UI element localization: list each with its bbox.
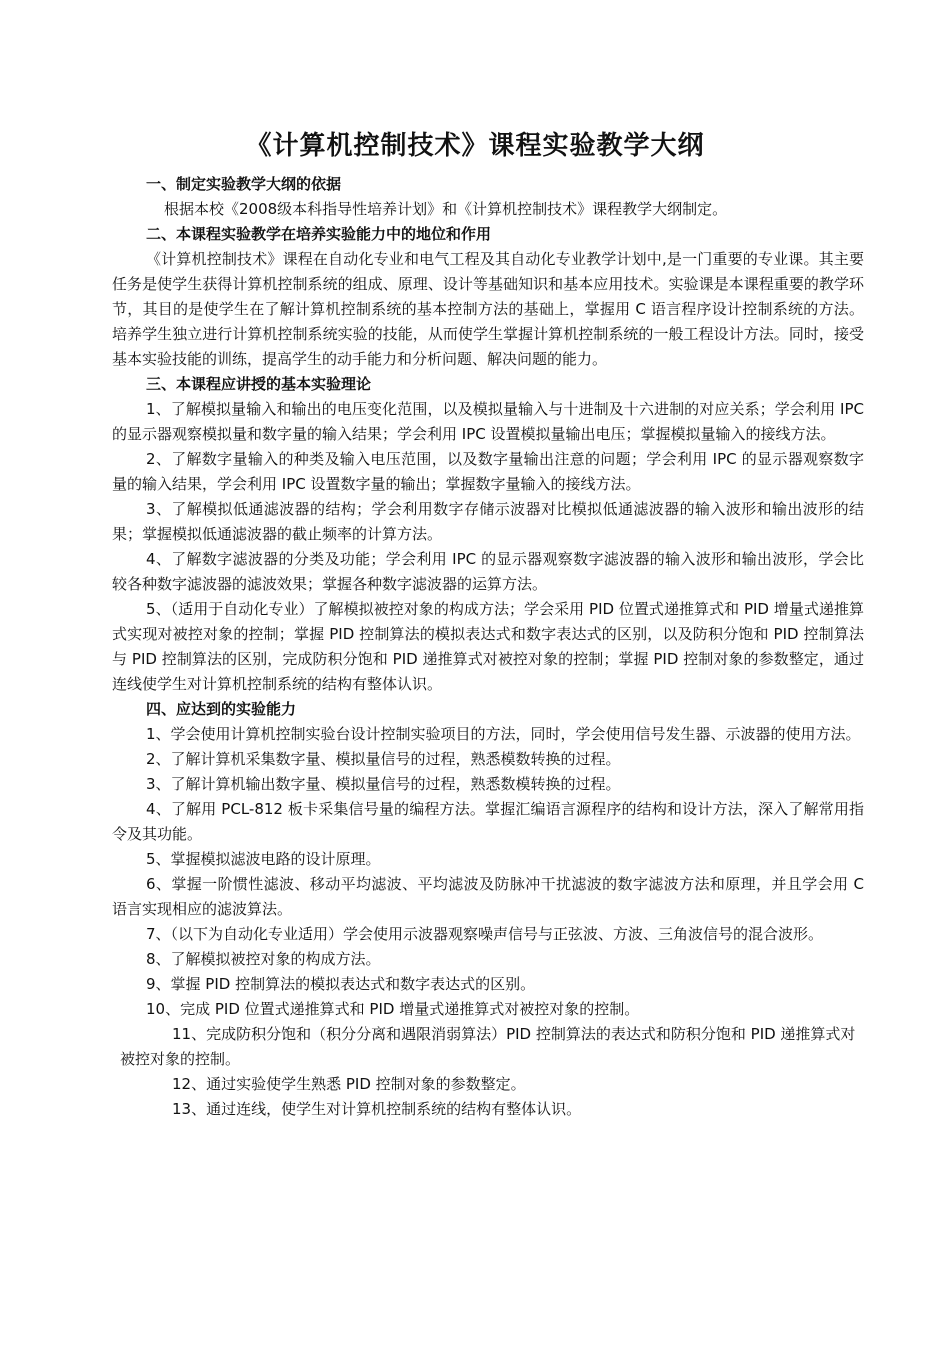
section-3-heading: 三、本课程应讲授的基本实验理论	[146, 375, 372, 393]
section-4-item: 11、完成防积分饱和（积分分离和遇限消弱算法）PID 控制算法的表达式和防积分饱和 PID 递推算式对被控对象的控制。	[120, 1025, 856, 1068]
section-4-item: 8、了解模拟被控对象的构成方法。	[146, 950, 381, 968]
section-4-item: 10、完成 PID 位置式递推算式和 PID 增量式递推算式对被控对象的控制。	[146, 1000, 640, 1018]
section-4-item: 3、了解计算机输出数字量、模拟量信号的过程，熟悉数模转换的过程。	[146, 775, 621, 793]
section-4-item: 4、了解用 PCL-812 板卡采集信号量的编程方法。掌握汇编语言源程序的结构和设计方法，深入了解常用指令及其功能。	[112, 800, 864, 843]
section-1-heading: 一、制定实验教学大纲的依据	[146, 175, 342, 193]
section-3-item: 2、了解数字量输入的种类及输入电压范围，以及数字量输出注意的问题；学会利用 IPC 的显示器观察数字量的输入结果，学会利用 IPC 设置数字量的输出；掌握数字量输入的接线方法。	[112, 450, 864, 493]
section-4-item: 2、了解计算机采集数字量、模拟量信号的过程，熟悉模数转换的过程。	[146, 750, 621, 768]
section-4-item: 13、通过连线，使学生对计算机控制系统的结构有整体认识。	[172, 1100, 582, 1118]
section-3-item: 1、了解模拟量输入和输出的电压变化范围，以及模拟量输入与十进制及十六进制的对应关系；学会利用 IPC 的显示器观察模拟量和数字量的输入结果；学会利用 IPC 设置模拟量输出电压；掌握模拟量输入的接线方法。	[112, 400, 864, 443]
section-2-heading: 二、本课程实验教学在培养实验能力中的地位和作用	[146, 225, 492, 243]
section-1-text: 根据本校《2008级本科指导性培养计划》和《计算机控制技术》课程教学大纲制定。	[164, 200, 728, 218]
section-4-item: 1、学会使用计算机控制实验台设计控制实验项目的方法，同时，学会使用信号发生器、示波器的使用方法。	[146, 725, 861, 743]
section-3-item: 4、了解数字滤波器的分类及功能；学会利用 IPC 的显示器观察数字滤波器的输入波形和输出波形，学会比较各种数字滤波器的滤波效果；掌握各种数字滤波器的运算方法。	[112, 550, 864, 593]
section-2-text: 《计算机控制技术》课程在自动化专业和电气工程及其自动化专业教学计划中,是一门重要的专业课。其主要任务是使学生获得计算机控制系统的组成、原理、设计等基础知识和基本应用技术。实验课是本课程重要的教学环节，其目的是使学生在了解计算机控制系统的基本控制方法的基础上，掌握用 C 语言程序设计控制系统的方法。培养学生独立进行计算机控制系统实验的技能，从而使学生掌握计算机控制系统的一般工程设计方法。同时，接受基本实验技能的训练，提高学生的动手能力和分析问题、解决问题的能力。	[112, 250, 864, 368]
section-4-item: 5、掌握模拟滤波电路的设计原理。	[146, 850, 381, 868]
document-body	[112, 172, 864, 1122]
section-4-item: 12、通过实验使学生熟悉 PID 控制对象的参数整定。	[172, 1075, 526, 1093]
section-4-item: 6、掌握一阶惯性滤波、移动平均滤波、平均滤波及防脉冲干扰滤波的数字滤波方法和原理，并且学会用 C 语言实现相应的滤波算法。	[112, 875, 864, 918]
section-4-item: 7、（以下为自动化专业适用）学会使用示波器观察噪声信号与正弦波、方波、三角波信号的混合波形。	[146, 925, 824, 943]
section-3-item: 3、了解模拟低通滤波器的结构；学会利用数字存储示波器对比模拟低通滤波器的输入波形和输出波形的结果；掌握模拟低通滤波器的截止频率的计算方法。	[112, 500, 864, 543]
section-3-item: 5、（适用于自动化专业）了解模拟被控对象的构成方法；学会采用 PID 位置式递推算式和 PID 增量式递推算式实现对被控对象的控制；掌握 PID 控制算法的模拟表达式和数字表达式的区别，以及防积分饱和 PID 控制算法与 PID 控制算法的区别，完成防积分饱和 PID 递推算式对被控对象的控制；掌握 PID 控制对象的参数整定，通过连线使学生对计算机控制系统的结构有整体认识。	[112, 600, 864, 693]
section-4-item: 9、掌握 PID 控制算法的模拟表达式和数字表达式的区别。	[146, 975, 536, 993]
section-4-heading: 四、应达到的实验能力	[146, 700, 297, 718]
document-title: 《计算机控制技术》课程实验教学大纲	[245, 131, 705, 161]
